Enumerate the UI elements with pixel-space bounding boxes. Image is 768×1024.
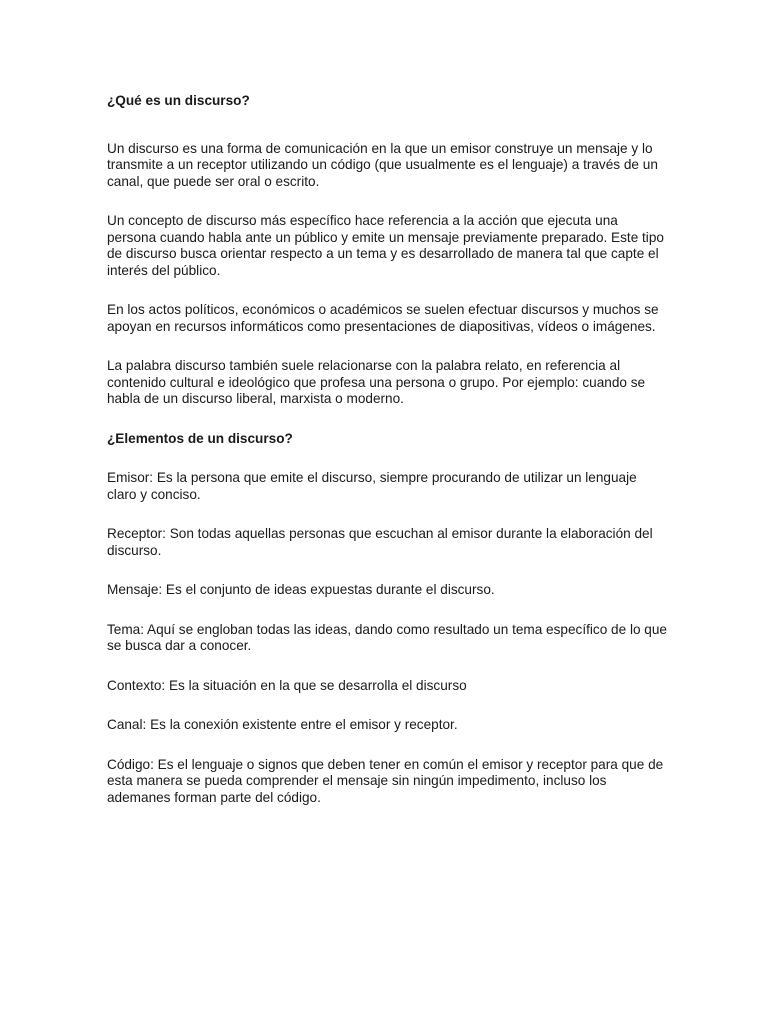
paragraph-definicion: Un discurso es una forma de comunicación en la que un emisor construye un mensaje y lo transmite a un receptor utilizando un código (que usualmente es el lenguaje) a través de un canal, que puede ser oral o escrito.: [107, 140, 658, 189]
element-codigo: Código: Es el lenguaje o signos que deben tener en común el emisor y receptor para que de esta manera se pueda comprender el mensaje sin ningún impedimento, incluso los ademanes forman parte del código.: [107, 756, 664, 805]
element-emisor: Emisor: Es la persona que emite el discurso, siempre procurando de utilizar un lenguaje claro y conciso.: [107, 470, 637, 502]
section-heading-que-es: ¿Qué es un discurso?: [107, 93, 250, 108]
paragraph-actos-politicos: En los actos políticos, económicos o académicos se suelen efectuar discursos y muchos se apoyan en recursos informáticos como presentaciones de diapositivas, vídeos o imágenes.: [107, 302, 659, 334]
paragraph-concepto-especifico: Un concepto de discurso más específico hace referencia a la acción que ejecuta una persona cuando habla ante un público y emite un mensaje previamente preparado. Este tipo de discurso busca orientar respecto a un tema y es desarrollado de manera tal que capte el interés del público.: [107, 213, 664, 278]
element-contexto: Contexto: Es la situación en la que se desarrolla el discurso: [107, 677, 467, 693]
section-heading-elementos: ¿Elementos de un discurso?: [107, 430, 293, 446]
element-tema: Tema: Aquí se engloban todas las ideas, dando como resultado un tema específico de lo que se busca dar a conocer.: [107, 621, 667, 653]
paragraph-relato: La palabra discurso también suele relacionarse con la palabra relato, en referencia al contenido cultural e ideológico que profesa una persona o grupo. Por ejemplo: cuando se habla de un discurso liberal, marxista o moderno.: [107, 358, 646, 406]
element-receptor: Receptor: Son todas aquellas personas que escuchan al emisor durante la elaboración del discurso.: [107, 526, 653, 558]
element-canal: Canal: Es la conexión existente entre el emisor y receptor.: [107, 717, 458, 732]
element-mensaje: Mensaje: Es el conjunto de ideas expuestas durante el discurso.: [107, 582, 495, 597]
